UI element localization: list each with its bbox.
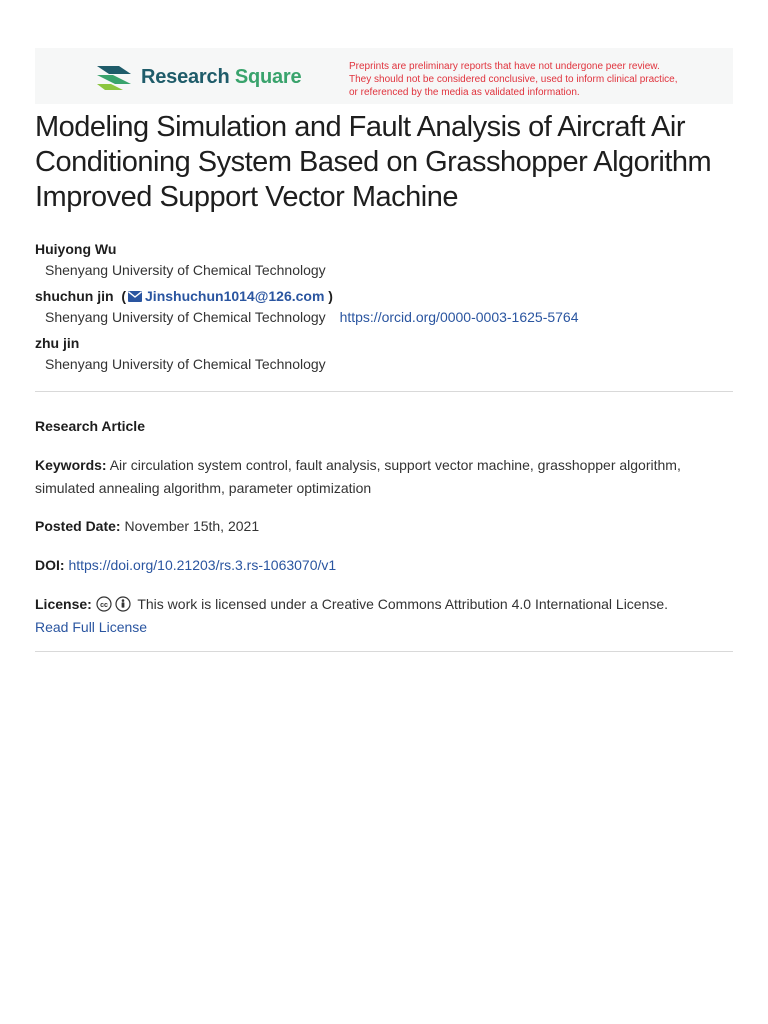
research-square-logo[interactable] bbox=[95, 62, 301, 92]
orcid-link[interactable]: https://orcid.org/0000-0003-1625-5764 bbox=[339, 309, 579, 325]
divider bbox=[35, 651, 733, 652]
attribution-icon bbox=[115, 596, 131, 612]
license-text: This work is licensed under a Creative Commons Attribution 4.0 International License. bbox=[137, 596, 669, 612]
preprint-disclaimer bbox=[349, 60, 709, 99]
creative-commons-icon bbox=[96, 596, 112, 612]
author-name-corresponding bbox=[35, 285, 735, 307]
posted-date-section bbox=[35, 515, 735, 538]
research-square-logo-icon bbox=[95, 62, 133, 92]
author-name: Huiyong Wu bbox=[35, 241, 117, 257]
disclaimer-line: They should not be considered conclusive, used to inform clinical practice, bbox=[349, 74, 678, 85]
svg-text:cc: cc bbox=[99, 601, 108, 609]
license-label: License: bbox=[35, 596, 92, 612]
author-affiliation: Shenyang University of Chemical Technology bbox=[45, 309, 326, 325]
doi-label: DOI: bbox=[35, 557, 65, 573]
author-email[interactable]: ( Jinshuchun1014@126.com ) bbox=[117, 288, 333, 304]
email-link[interactable]: Jinshuchun1014@126.com bbox=[145, 288, 325, 304]
author-name: shuchun jin bbox=[35, 288, 114, 304]
keywords-value: Air circulation system control, fault analysis, support vector machine, grasshopper algorithm, simulated annealing algorithm, parameter optimization bbox=[35, 457, 681, 496]
author-affiliation: Shenyang University of Chemical Technology bbox=[45, 262, 326, 278]
author-name: zhu jin bbox=[35, 335, 80, 351]
doi-section bbox=[35, 554, 735, 577]
keywords-section bbox=[35, 454, 735, 500]
envelope-icon bbox=[128, 291, 142, 302]
author-list bbox=[35, 238, 735, 379]
article-type bbox=[35, 415, 735, 438]
logo-word-research: Research bbox=[141, 65, 230, 88]
divider bbox=[35, 391, 733, 392]
author-affiliation: Shenyang University of Chemical Technology bbox=[45, 356, 326, 372]
author-affiliation-row bbox=[35, 307, 735, 332]
article-type-label: Research Article bbox=[35, 418, 145, 434]
posted-date-value: November 15th, 2021 bbox=[124, 518, 260, 534]
logo-word-square: Square bbox=[234, 65, 302, 88]
preprint-banner bbox=[35, 48, 733, 104]
license-section bbox=[35, 593, 735, 639]
disclaimer-line: or referenced by the media as validated information. bbox=[349, 87, 580, 98]
read-full-license-link[interactable]: Read Full License bbox=[35, 619, 148, 635]
paper-title: Modeling Simulation and Fault Analysis of Aircraft Air Conditioning System Based on Grasshopper Algorithm Improved Support Vector Machine bbox=[35, 111, 712, 213]
posted-date-label: Posted Date: bbox=[35, 518, 121, 534]
logo-wordmark bbox=[141, 66, 301, 89]
doi-link[interactable]: https://doi.org/10.21203/rs.3.rs-1063070/v1 bbox=[68, 557, 337, 573]
disclaimer-line: Preprints are preliminary reports that have not undergone peer review. bbox=[349, 61, 660, 72]
keywords-label: Keywords: bbox=[35, 457, 107, 473]
